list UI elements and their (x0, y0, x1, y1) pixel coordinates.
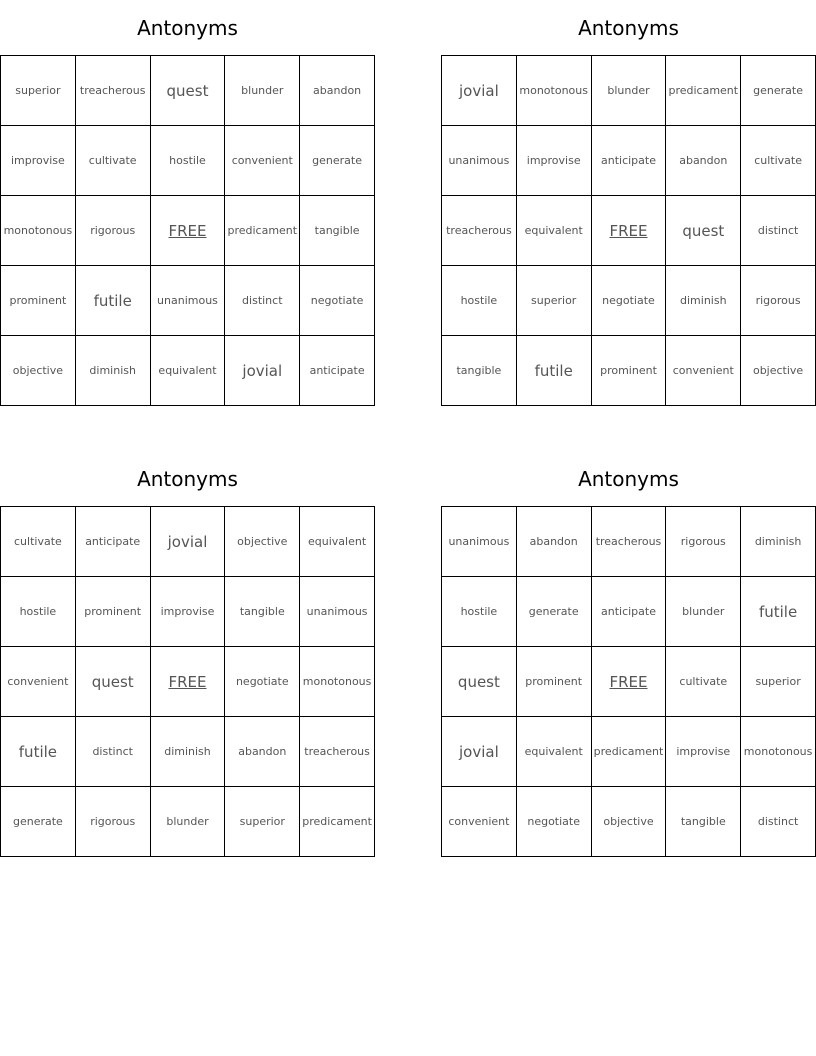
grid-cell: blunder (666, 577, 741, 647)
grid-cell: treacherous (300, 717, 375, 787)
grid-row (1, 507, 375, 577)
grid-cell: futile (516, 336, 591, 406)
grid-cell: futile (1, 717, 76, 787)
grid-cell: tangible (666, 787, 741, 857)
grid-cell: jovial (442, 56, 517, 126)
grid-row (442, 266, 816, 336)
grid-cell: monotonous (516, 56, 591, 126)
grid-cell: unanimous (442, 126, 517, 196)
grid-cell: improvise (516, 126, 591, 196)
grid-cell: monotonous (741, 717, 816, 787)
grid-cell: diminish (150, 717, 225, 787)
grid-cell: abandon (300, 56, 375, 126)
grid-row (1, 196, 375, 266)
grid-row (442, 126, 816, 196)
grid-cell: hostile (442, 266, 517, 336)
grid-cell: predicament (225, 196, 300, 266)
bingo-card-3 (0, 451, 375, 857)
grid-cell: prominent (75, 577, 150, 647)
grid-row (1, 266, 375, 336)
grid-cell: cultivate (1, 507, 76, 577)
grid-cell: tangible (300, 196, 375, 266)
grid-cell: tangible (442, 336, 517, 406)
grid-cell: negotiate (225, 647, 300, 717)
bingo-grid (441, 55, 816, 406)
grid-row (442, 787, 816, 857)
grid-cell: predicament (591, 717, 666, 787)
grid-row (442, 336, 816, 406)
grid-row (1, 577, 375, 647)
grid-row (1, 647, 375, 717)
grid-cell: negotiate (516, 787, 591, 857)
grid-cell: distinct (75, 717, 150, 787)
bingo-grid (0, 506, 375, 857)
grid-row (1, 56, 375, 126)
grid-cell: prominent (591, 336, 666, 406)
grid-cell: objective (591, 787, 666, 857)
grid-cell: predicament (666, 56, 741, 126)
grid-cell: superior (1, 56, 76, 126)
grid-cell: improvise (666, 717, 741, 787)
grid-cell: blunder (225, 56, 300, 126)
grid-row (1, 126, 375, 196)
grid-cell: cultivate (666, 647, 741, 717)
bingo-card-4 (441, 451, 816, 857)
grid-row (442, 196, 816, 266)
card-title: Antonyms (578, 467, 679, 491)
grid-row (442, 56, 816, 126)
grid-cell: generate (516, 577, 591, 647)
grid-cell: diminish (666, 266, 741, 336)
grid-row (1, 717, 375, 787)
grid-cell: abandon (516, 507, 591, 577)
grid-cell: objective (225, 507, 300, 577)
grid-cell: futile (741, 577, 816, 647)
free-space-cell: FREE (591, 647, 666, 717)
card-title: Antonyms (578, 16, 679, 40)
grid-cell: unanimous (300, 577, 375, 647)
grid-cell: abandon (666, 126, 741, 196)
grid-cell: objective (741, 336, 816, 406)
grid-cell: cultivate (75, 126, 150, 196)
grid-cell: rigorous (75, 196, 150, 266)
free-space-cell: FREE (150, 196, 225, 266)
grid-cell: superior (225, 787, 300, 857)
grid-cell: improvise (150, 577, 225, 647)
free-space-cell: FREE (150, 647, 225, 717)
grid-cell: cultivate (741, 126, 816, 196)
grid-cell: convenient (1, 647, 76, 717)
grid-cell: hostile (1, 577, 76, 647)
grid-cell: anticipate (591, 577, 666, 647)
grid-cell: predicament (300, 787, 375, 857)
grid-cell: quest (75, 647, 150, 717)
grid-row (442, 717, 816, 787)
grid-row (1, 787, 375, 857)
free-space-cell: FREE (591, 196, 666, 266)
grid-cell: monotonous (300, 647, 375, 717)
grid-cell: blunder (150, 787, 225, 857)
bingo-card-2 (441, 0, 816, 406)
card-title: Antonyms (137, 16, 238, 40)
grid-cell: equivalent (150, 336, 225, 406)
grid-cell: prominent (1, 266, 76, 336)
grid-cell: prominent (516, 647, 591, 717)
grid-cell: futile (75, 266, 150, 336)
grid-cell: equivalent (516, 196, 591, 266)
grid-cell: generate (1, 787, 76, 857)
grid-cell: rigorous (666, 507, 741, 577)
bingo-grid (441, 506, 816, 857)
card-title: Antonyms (137, 467, 238, 491)
grid-cell: convenient (225, 126, 300, 196)
grid-cell: improvise (1, 126, 76, 196)
grid-row (442, 647, 816, 717)
grid-cell: generate (300, 126, 375, 196)
grid-cell: negotiate (300, 266, 375, 336)
grid-row (442, 577, 816, 647)
grid-cell: abandon (225, 717, 300, 787)
grid-cell: jovial (150, 507, 225, 577)
grid-cell: generate (741, 56, 816, 126)
grid-cell: superior (516, 266, 591, 336)
grid-cell: distinct (741, 787, 816, 857)
grid-cell: anticipate (591, 126, 666, 196)
grid-cell: convenient (442, 787, 517, 857)
grid-row (1, 336, 375, 406)
grid-cell: blunder (591, 56, 666, 126)
bingo-grid (0, 55, 375, 406)
grid-cell: quest (666, 196, 741, 266)
grid-cell: superior (741, 647, 816, 717)
grid-cell: equivalent (516, 717, 591, 787)
grid-cell: monotonous (1, 196, 76, 266)
grid-cell: convenient (666, 336, 741, 406)
grid-cell: unanimous (442, 507, 517, 577)
grid-cell: treacherous (75, 56, 150, 126)
grid-cell: anticipate (300, 336, 375, 406)
grid-cell: unanimous (150, 266, 225, 336)
grid-cell: quest (150, 56, 225, 126)
grid-cell: jovial (225, 336, 300, 406)
grid-cell: hostile (150, 126, 225, 196)
grid-cell: rigorous (75, 787, 150, 857)
grid-cell: quest (442, 647, 517, 717)
grid-cell: tangible (225, 577, 300, 647)
grid-cell: diminish (741, 507, 816, 577)
grid-cell: diminish (75, 336, 150, 406)
grid-cell: hostile (442, 577, 517, 647)
grid-cell: jovial (442, 717, 517, 787)
grid-cell: equivalent (300, 507, 375, 577)
grid-cell: anticipate (75, 507, 150, 577)
grid-cell: negotiate (591, 266, 666, 336)
grid-cell: treacherous (442, 196, 517, 266)
grid-cell: distinct (741, 196, 816, 266)
grid-cell: distinct (225, 266, 300, 336)
bingo-card-1 (0, 0, 375, 406)
grid-row (442, 507, 816, 577)
grid-cell: treacherous (591, 507, 666, 577)
grid-cell: objective (1, 336, 76, 406)
grid-cell: rigorous (741, 266, 816, 336)
